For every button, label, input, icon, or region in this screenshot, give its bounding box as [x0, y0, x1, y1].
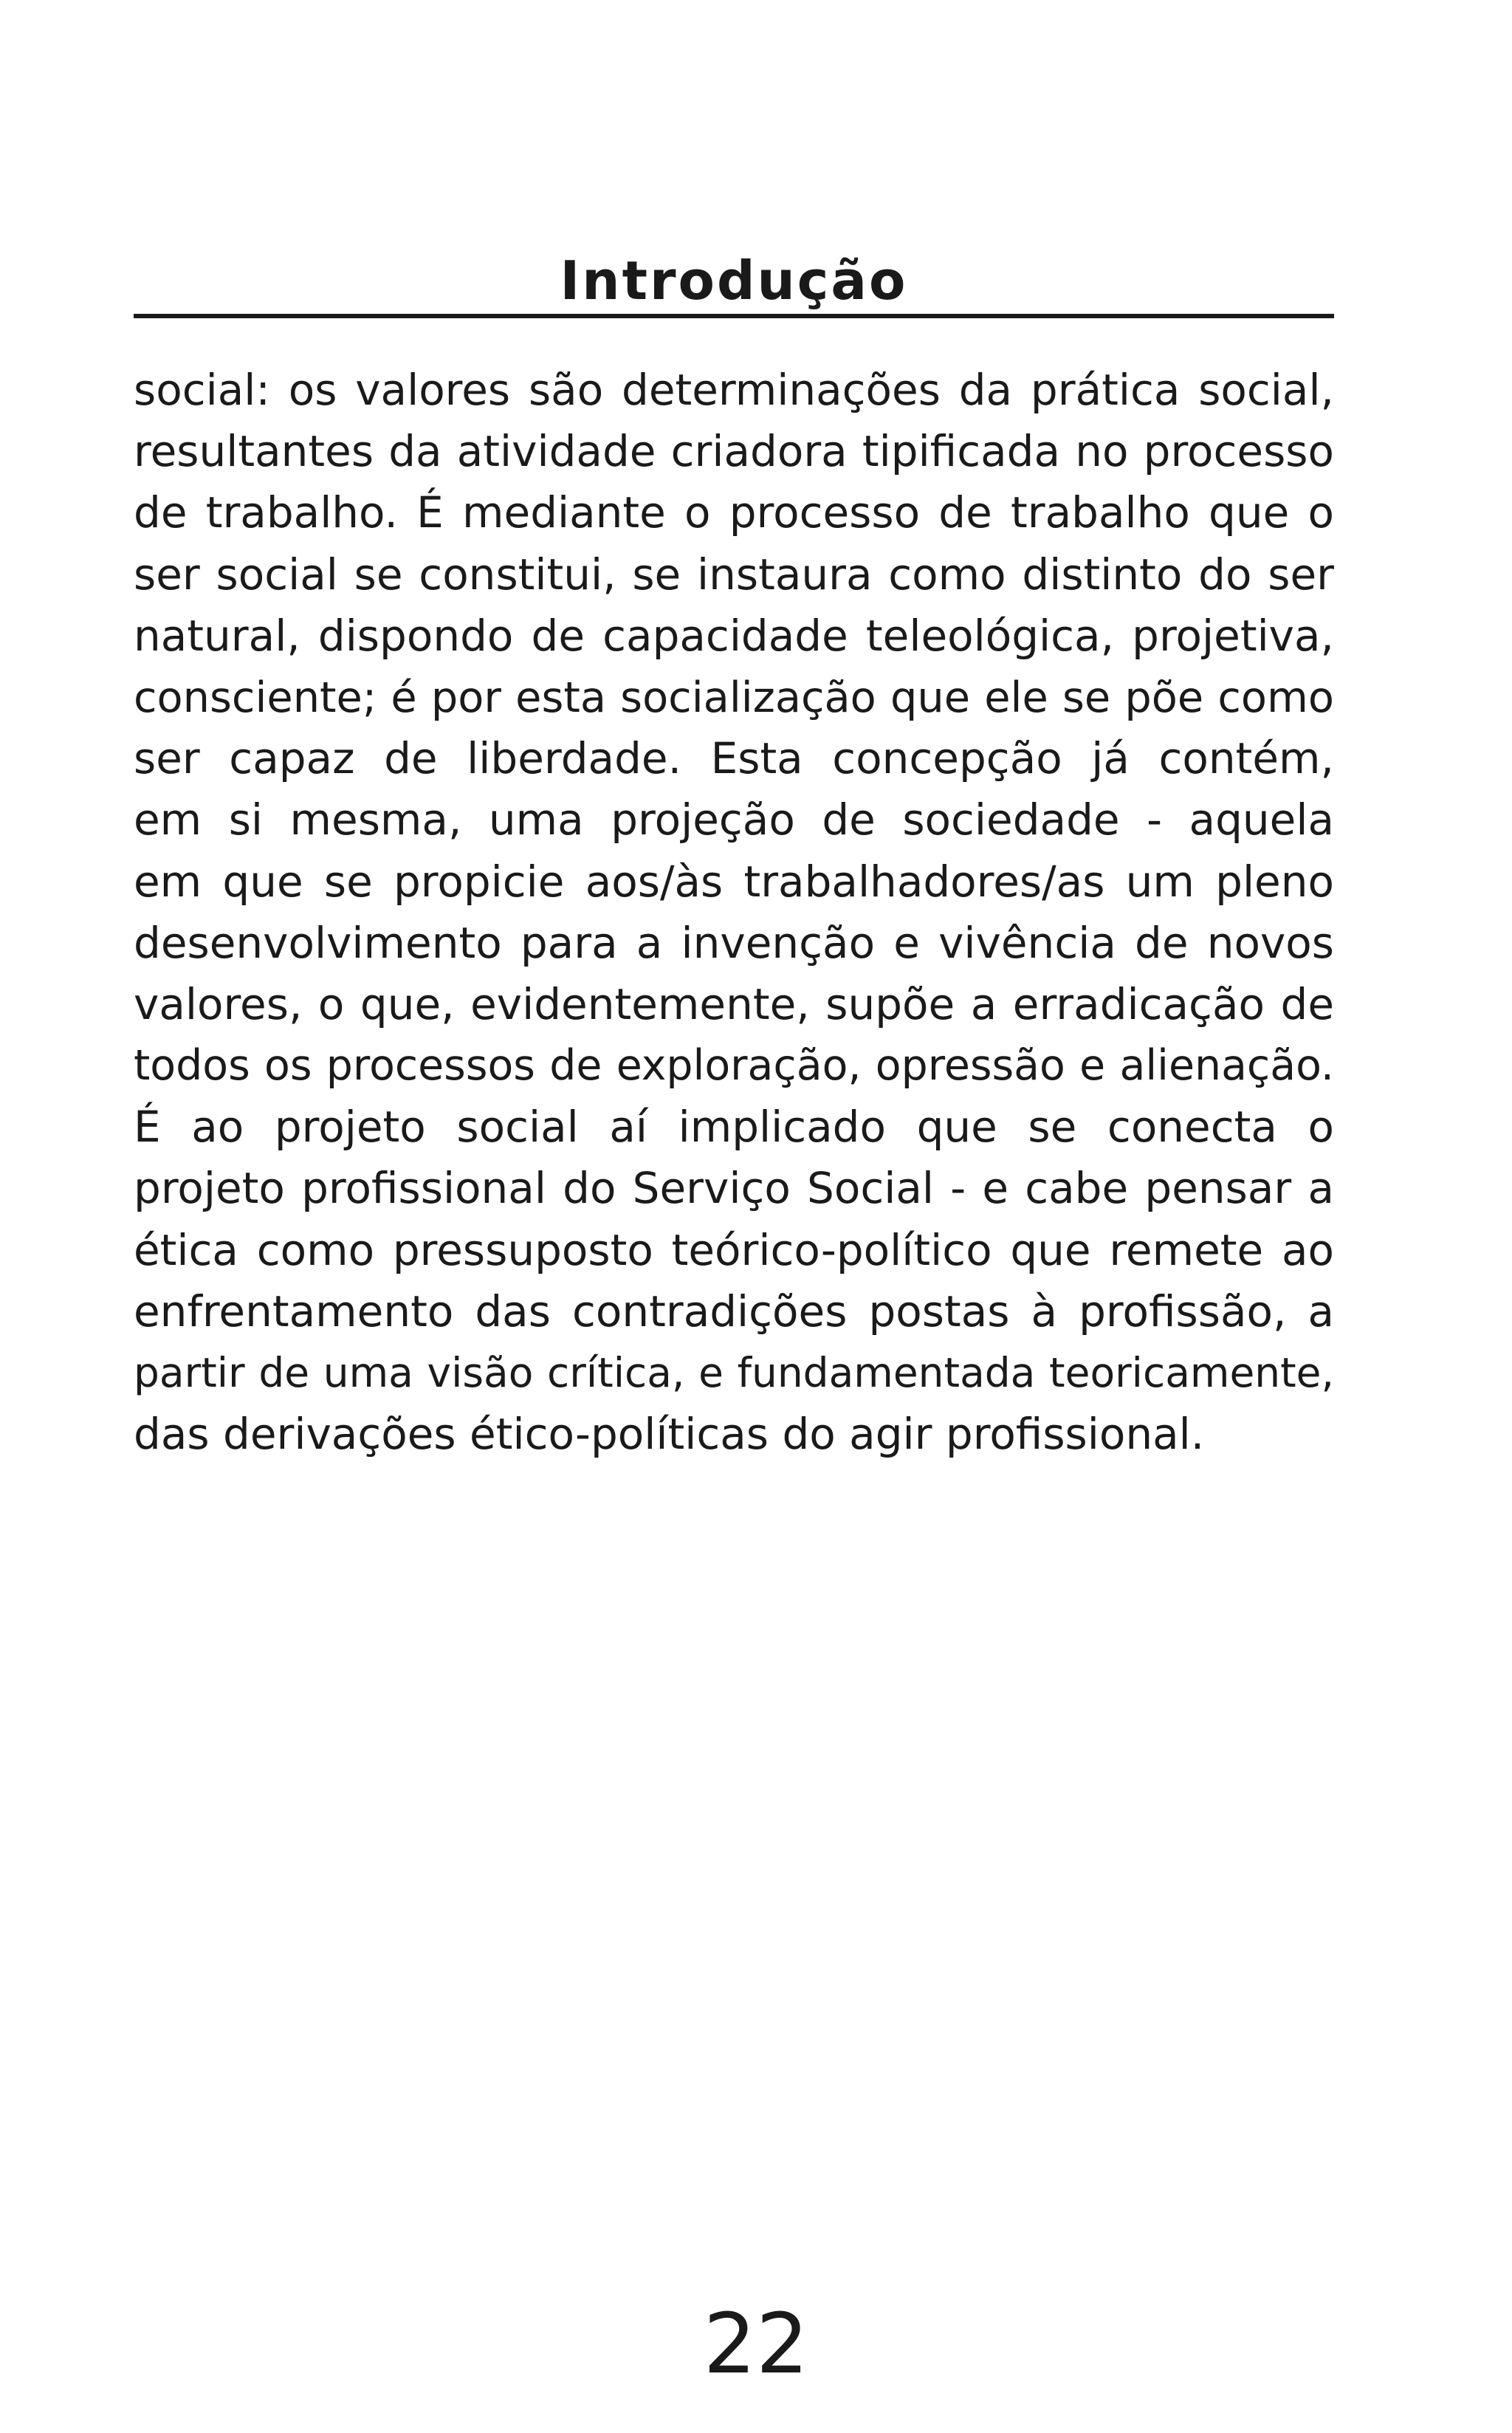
text-line: desenvolvimento para a invenção e vivência de novos — [134, 917, 1334, 968]
header-rule — [134, 314, 1334, 318]
text-line: em si mesma, uma projeção de sociedade - aquela — [134, 795, 1334, 845]
text-line: das derivações ético-políticas do agir profissional. — [134, 1409, 1205, 1460]
text-line: consciente; é por esta socialização que ele se põe como — [134, 672, 1334, 722]
text-line: de trabalho. É mediante o processo de trabalho que o — [134, 487, 1334, 538]
text-line: partir de uma visão crítica, e fundamentada teoricamente, — [134, 1349, 1334, 1396]
text-line: natural, dispondo de capacidade teleológica, projetiva, — [134, 610, 1334, 661]
text-line: todos os processos de exploração, opressão e alienação. — [134, 1041, 1334, 1091]
text-line: ser social se constitui, se instaura como distinto do ser — [134, 549, 1334, 600]
text-line: É ao projeto social aí implicado que se conecta o — [134, 1102, 1334, 1153]
text-line: enfrentamento das contradições postas à profissão, a — [134, 1286, 1334, 1336]
text-line: em que se propicie aos/às trabalhadores/as um pleno — [134, 856, 1334, 907]
text-line: valores, o que, evidentemente, supõe a erradicação de — [134, 978, 1334, 1029]
page-number: 22 — [703, 2296, 809, 2392]
text-line: ética como pressuposto teórico-político que remete ao — [134, 1224, 1334, 1275]
running-header-title: Introdução — [560, 250, 908, 312]
text-line: ser capaz de liberdade. Esta concepção já contém, — [134, 733, 1334, 784]
body-paragraph — [134, 360, 1334, 1465]
text-line: social: os valores são determinações da prática social, — [134, 365, 1334, 415]
text-line: resultantes da atividade criadora tipificada no processo — [134, 426, 1334, 477]
text-line: projeto profissional do Serviço Social - e cabe pensar a — [134, 1163, 1334, 1214]
